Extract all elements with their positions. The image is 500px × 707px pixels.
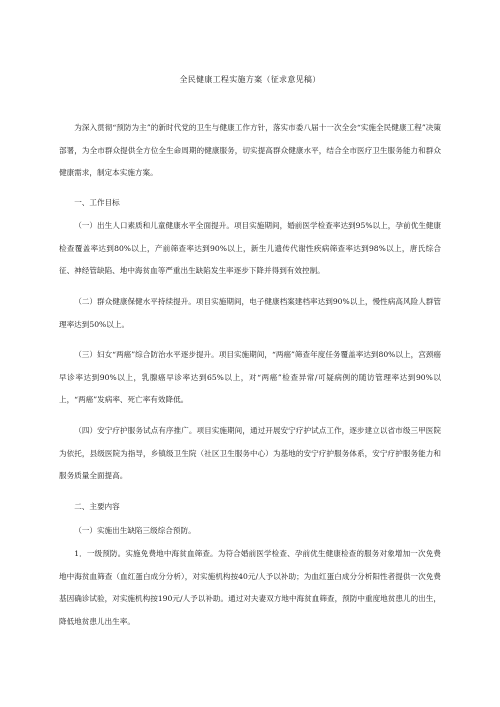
goal-paragraph-1: （一）出生人口素质和儿童健康水平全面提升。项目实施期间，婚前医学检查率达到95%以上，孕前优生健康检查覆盖率达到80%以上，产前筛查率达到90%以上，新生儿遗传代谢性疾病筛查率达到98%以上，唐氏综合征、神经管缺陷、地中海贫血等严重出生缺陷发生率逐步下降并得到有效控制。 — [59, 221, 441, 275]
goal-paragraph-4: （四）安宁疗护服务试点有序推广。项目实施期间，通过开展安宁疗护试点工作，逐步建立以省市级三甲医院为依托，县级医院为指导，乡镇级卫生院（社区卫生服务中心）为基地的安宁疗护服务体系，安宁疗护服务能力和服务质量全面提高。 — [59, 426, 441, 480]
section-heading-contents: 二、主要内容 — [74, 502, 120, 511]
content-subheading-1: （一）实施出生缺陷三级综合预防。 — [74, 526, 196, 535]
document-title: 全民健康工程实施方案（征求意见稿） — [179, 75, 321, 84]
section-heading-goals: 一、工作目标 — [74, 198, 120, 207]
goal-paragraph-2: （二）群众健康保健水平持续提升。项目实施期间，电子健康档案建档率达到90%以上，慢性病高风险人群管理率达到50%以上。 — [59, 297, 441, 329]
goal-paragraph-3: （三）妇女“两癌”综合防治水平逐步提升。项目实施期间，“两癌”筛查年度任务覆盖率达到80%以上，宫颈癌早诊率达到90%以上，乳腺癌早诊率达到65%以上，对“两癌”检查异常/可疑病例的随访管理率达到90%以上，“两癌”发病率、死亡率有效降低。 — [59, 350, 441, 404]
content-item-1: 1．一级预防。实施免费地中海贫血筛查。为符合婚前医学检查、孕前优生健康检查的服务对象增加一次免费地中海贫血筛查（血红蛋白成分分析），对实施机构按40元/人予以补助；为血红蛋白成分分析阳性者提供一次免费基因确诊试验，对实施机构按190元/人予以补助。通过对夫妻双方地中海贫血筛查，预防中重度地贫患儿的出生，降低地贫患儿出生率。 — [59, 549, 441, 626]
intro-paragraph: 为深入贯彻“预防为主”的新时代党的卫生与健康工作方针，落实市委八届十一次全会“实施全民健康工程”决策部署，为全市群众提供全方位全生命周期的健康服务，切实提高群众健康水平，结合全市医疗卫生服务能力和群众健康需求，制定本实施方案。 — [59, 123, 441, 177]
